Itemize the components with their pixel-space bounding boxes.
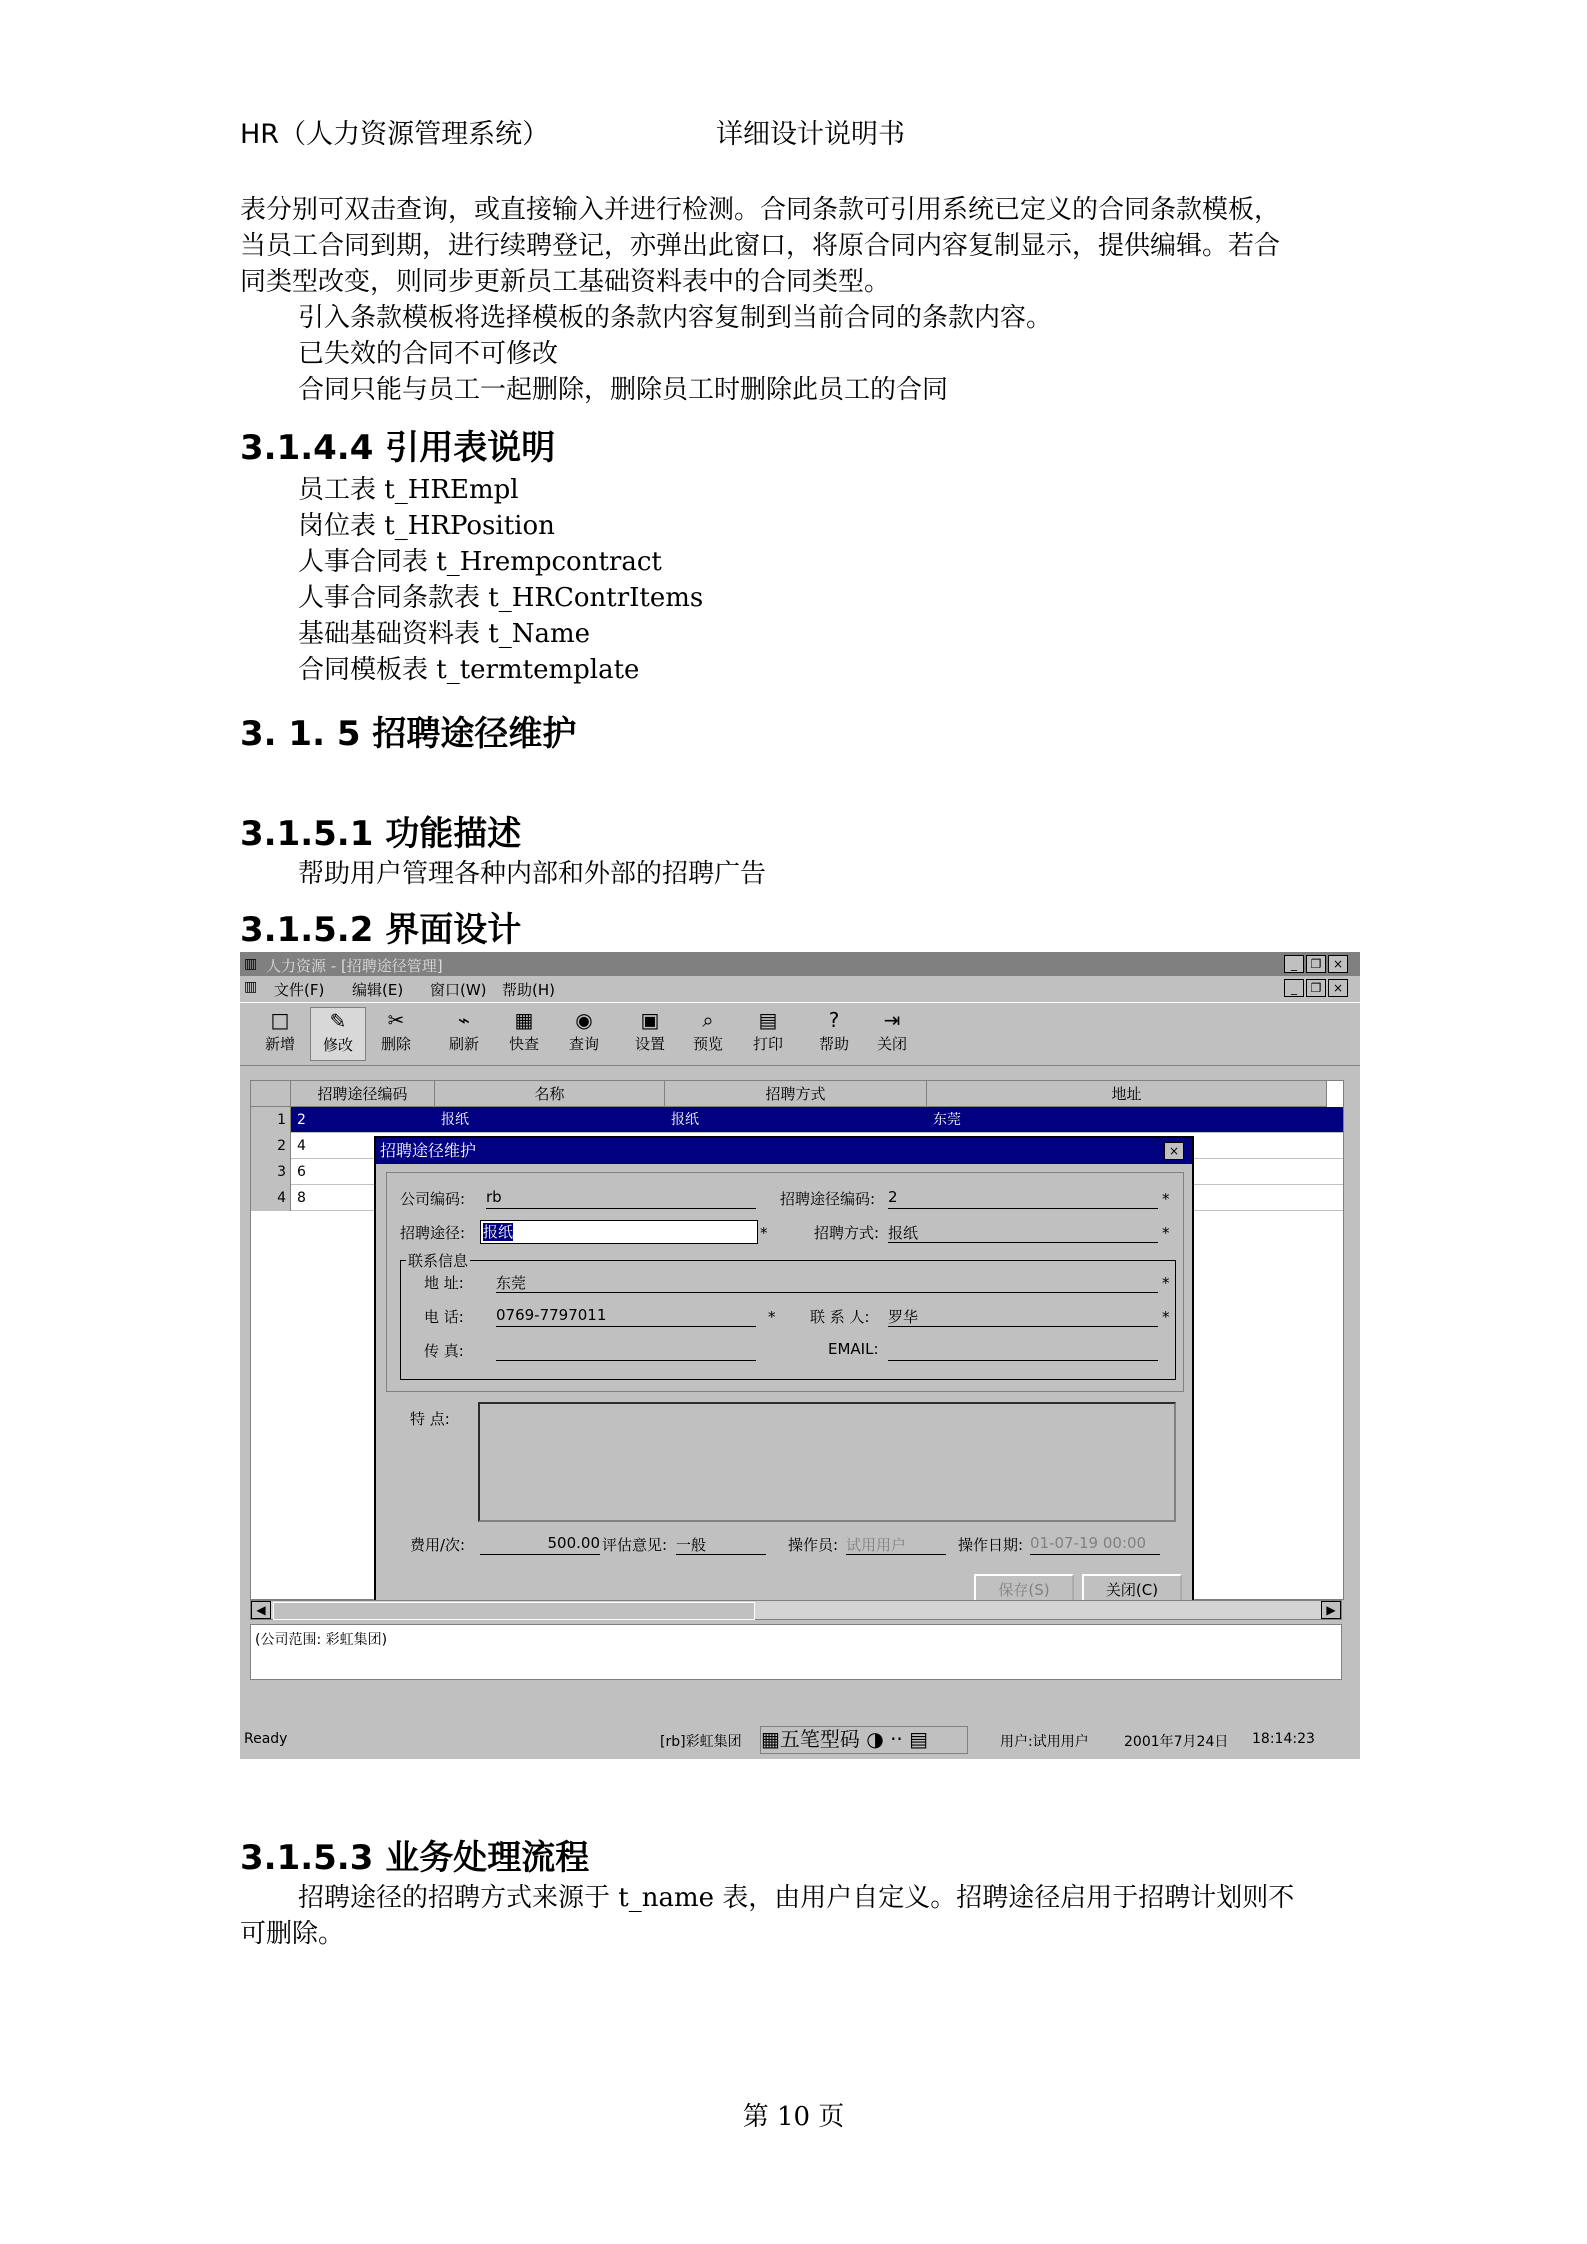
fax-field[interactable] <box>496 1340 756 1361</box>
ref-table-item: 基础基础资料表 t_Name <box>298 619 591 649</box>
table-row[interactable]: 3 6 <box>251 1159 1343 1185</box>
required-mark: * <box>1162 1308 1170 1326</box>
required-mark: * <box>1162 1190 1170 1208</box>
scissors-icon: ✂ <box>387 1008 405 1032</box>
grid-corner <box>251 1081 291 1107</box>
required-mark: * <box>760 1224 768 1242</box>
quick-search-button[interactable]: ▦ 快查 <box>496 1007 552 1061</box>
menu-file[interactable]: 文件(F) <box>274 981 325 999</box>
feature-label: 特 点: <box>410 1410 450 1428</box>
opdate-field: 01-07-19 00:00 <box>1030 1534 1160 1555</box>
header-left: HR（人力资源管理系统） <box>240 119 550 150</box>
minimize-icon[interactable]: _ <box>1284 955 1304 973</box>
status-date: 2001年7月24日 <box>1124 1734 1229 1750</box>
required-mark: * <box>768 1308 776 1326</box>
dialog-title: 招聘途径维护 <box>376 1138 1192 1164</box>
paragraph-line: 引入条款模板将选择模板的条款内容复制到当前合同的条款内容。 <box>298 303 1053 333</box>
ref-table-item: 岗位表 t_HRPosition <box>298 511 555 541</box>
minimize-icon[interactable]: _ <box>1284 979 1304 997</box>
required-mark: * <box>1162 1224 1170 1242</box>
dialog-close-icon[interactable]: × <box>1164 1142 1184 1160</box>
eval-field[interactable]: 一般 <box>676 1534 766 1555</box>
refresh-button[interactable]: ⌁ 刷新 <box>436 1007 492 1061</box>
ref-table-item: 员工表 t_HREmpl <box>298 475 519 505</box>
code-field[interactable]: 2 <box>888 1188 1158 1209</box>
help-icon: ? <box>828 1008 840 1032</box>
ref-table-item: 人事合同表 t_Hrempcontract <box>298 547 662 577</box>
addr-field[interactable]: 东莞 <box>496 1272 1158 1293</box>
paragraph-line: 表分别可双击查询，或直接输入并进行检测。合同条款可引用系统已定义的合同条款模板， <box>240 195 1281 225</box>
settings-icon: ▣ <box>640 1008 660 1032</box>
company-field[interactable]: rb <box>486 1188 756 1209</box>
eval-label: 评估意见: <box>602 1536 668 1554</box>
header-right: 详细设计说明书 <box>716 119 905 150</box>
query-button[interactable]: ◉ 查询 <box>556 1007 612 1061</box>
scroll-thumb[interactable] <box>273 1602 755 1620</box>
broom-icon: ⌁ <box>457 1008 471 1032</box>
paragraph-line: 同类型改变，则同步更新员工基础资料表中的合同类型。 <box>240 267 891 297</box>
email-label: EMAIL: <box>828 1340 879 1358</box>
operator-label: 操作员: <box>788 1536 839 1554</box>
channel-input[interactable]: 报纸 <box>480 1220 758 1244</box>
method-field[interactable]: 报纸 <box>888 1222 1158 1243</box>
required-mark: * <box>1162 1274 1170 1292</box>
close-icon[interactable]: × <box>1328 979 1348 997</box>
scroll-right-icon[interactable]: ▶ <box>1321 1601 1341 1619</box>
channel-label: 招聘途径: <box>400 1224 466 1242</box>
ime-bar[interactable]: ▦五笔型码 ◑ ·· ▤ <box>760 1726 968 1754</box>
addr-label: 地 址: <box>424 1274 464 1292</box>
horizontal-scrollbar[interactable] <box>250 1600 1342 1620</box>
section-heading: 3.1.5.3 业务处理流程 <box>240 1838 590 1878</box>
ime-moon-icon: ◑ ·· ▤ <box>859 1727 929 1751</box>
contact-label: 联 系 人: <box>810 1308 870 1326</box>
paragraph-line: 帮助用户管理各种内部和外部的招聘广告 <box>298 859 767 889</box>
contact-field[interactable]: 罗华 <box>888 1306 1158 1327</box>
printer-icon: ▤ <box>758 1008 778 1032</box>
restore-icon[interactable]: ❐ <box>1306 955 1326 973</box>
menu-window[interactable]: 窗口(W) <box>430 981 487 999</box>
grid-header[interactable]: 地址 <box>927 1081 1327 1107</box>
magnifier-icon: ⌕ <box>702 1008 714 1032</box>
scope-text: (公司范围: 彩虹集团) <box>255 1632 388 1648</box>
menu-edit[interactable]: 编辑(E) <box>352 981 404 999</box>
delete-button[interactable]: ✂ 删除 <box>368 1007 424 1061</box>
email-field[interactable] <box>888 1340 1158 1361</box>
paragraph-line: 合同只能与员工一起删除，删除员工时删除此员工的合同 <box>298 375 949 405</box>
status-ready: Ready <box>244 1731 288 1747</box>
table-row[interactable]: 2 4 <box>251 1133 1343 1159</box>
doc-icon: ▥ <box>244 979 258 995</box>
contact-group-label: 联系信息 <box>408 1252 469 1270</box>
opdate-label: 操作日期: <box>958 1536 1024 1554</box>
menubar <box>240 976 1360 1000</box>
app-screenshot <box>240 952 1360 1759</box>
section-heading: 3.1.4.4 引用表说明 <box>240 428 556 468</box>
status-bar <box>240 1724 1360 1756</box>
fee-field[interactable]: 500.00 <box>480 1534 600 1555</box>
grid-header[interactable]: 招聘途径编码 <box>291 1081 435 1107</box>
fax-label: 传 真: <box>424 1342 464 1360</box>
table-row[interactable]: 4 8 <box>251 1185 1343 1211</box>
dialog-close-button[interactable]: 关闭(C) <box>1082 1574 1182 1606</box>
section-heading: 3.1.5.1 功能描述 <box>240 814 522 854</box>
phone-label: 电 话: <box>424 1308 464 1326</box>
new-button[interactable]: □ 新增 <box>252 1007 308 1061</box>
status-company: [rb]彩虹集团 <box>660 1734 742 1750</box>
menu-help[interactable]: 帮助(H) <box>502 981 555 999</box>
section-heading: 3. 1. 5 招聘途径维护 <box>240 714 577 754</box>
operator-field: 试用用户 <box>846 1534 946 1555</box>
ref-table-item: 人事合同条款表 t_HRContrItems <box>298 583 704 613</box>
toolbar <box>240 1002 1360 1066</box>
method-label: 招聘方式: <box>814 1224 880 1242</box>
close-icon[interactable]: × <box>1328 955 1348 973</box>
window-title: 人力资源 - [招聘途径管理] <box>266 957 443 975</box>
status-time: 18:14:23 <box>1252 1731 1315 1747</box>
table-row[interactable]: 1 2 报纸 报纸 东莞 <box>251 1107 1343 1133</box>
page-footer: 第 10 页 <box>742 2102 845 2132</box>
grid-header[interactable]: 名称 <box>435 1081 665 1107</box>
edit-button[interactable]: ✎ 修改 <box>310 1007 366 1061</box>
pencil-icon: ✎ <box>329 1009 347 1033</box>
dialog-recruit-channel <box>374 1136 1194 1616</box>
section-heading: 3.1.5.2 界面设计 <box>240 910 522 950</box>
app-icon: ▥ <box>244 956 258 972</box>
settings-button[interactable]: ▣ 设置 <box>622 1007 678 1061</box>
status-user: 用户:试用用户 <box>1000 1734 1089 1750</box>
phone-field[interactable]: 0769-7797011 <box>496 1306 756 1327</box>
window-titlebar <box>240 952 1360 976</box>
scroll-left-icon[interactable]: ◀ <box>251 1601 271 1619</box>
grid-icon: ▦ <box>514 1008 534 1032</box>
scope-panel <box>250 1624 1342 1680</box>
fee-label: 费用/次: <box>410 1536 466 1554</box>
preview-button[interactable]: ⌕ 预览 <box>680 1007 736 1061</box>
exit-icon: ⇥ <box>883 1008 901 1032</box>
ref-table-item: 合同模板表 t_termtemplate <box>298 655 640 685</box>
help-button[interactable]: ? 帮助 <box>806 1007 862 1061</box>
company-label: 公司编码: <box>400 1190 466 1208</box>
paragraph-line: 已失效的合同不可修改 <box>298 339 559 369</box>
binoculars-icon: ◉ <box>575 1008 593 1032</box>
close-button[interactable]: ⇥ 关闭 <box>864 1007 920 1061</box>
new-icon: □ <box>270 1008 290 1032</box>
restore-icon[interactable]: ❐ <box>1306 979 1326 997</box>
save-button[interactable]: 保存(S) <box>974 1574 1074 1606</box>
paragraph-line: 可删除。 <box>240 1919 345 1949</box>
print-button[interactable]: ▤ 打印 <box>740 1007 796 1061</box>
ime-logo-icon: ▦ <box>761 1727 780 1751</box>
feature-textarea[interactable] <box>478 1402 1176 1522</box>
paragraph-line: 当员工合同到期，进行续聘登记，亦弹出此窗口，将原合同内容复制显示，提供编辑。若合 <box>240 231 1281 261</box>
grid-header[interactable]: 招聘方式 <box>665 1081 927 1107</box>
paragraph-line: 招聘途径的招聘方式来源于 t_name 表，由用户自定义。招聘途径启用于招聘计划则不 <box>298 1883 1295 1913</box>
code-label: 招聘途径编码: <box>780 1190 876 1208</box>
